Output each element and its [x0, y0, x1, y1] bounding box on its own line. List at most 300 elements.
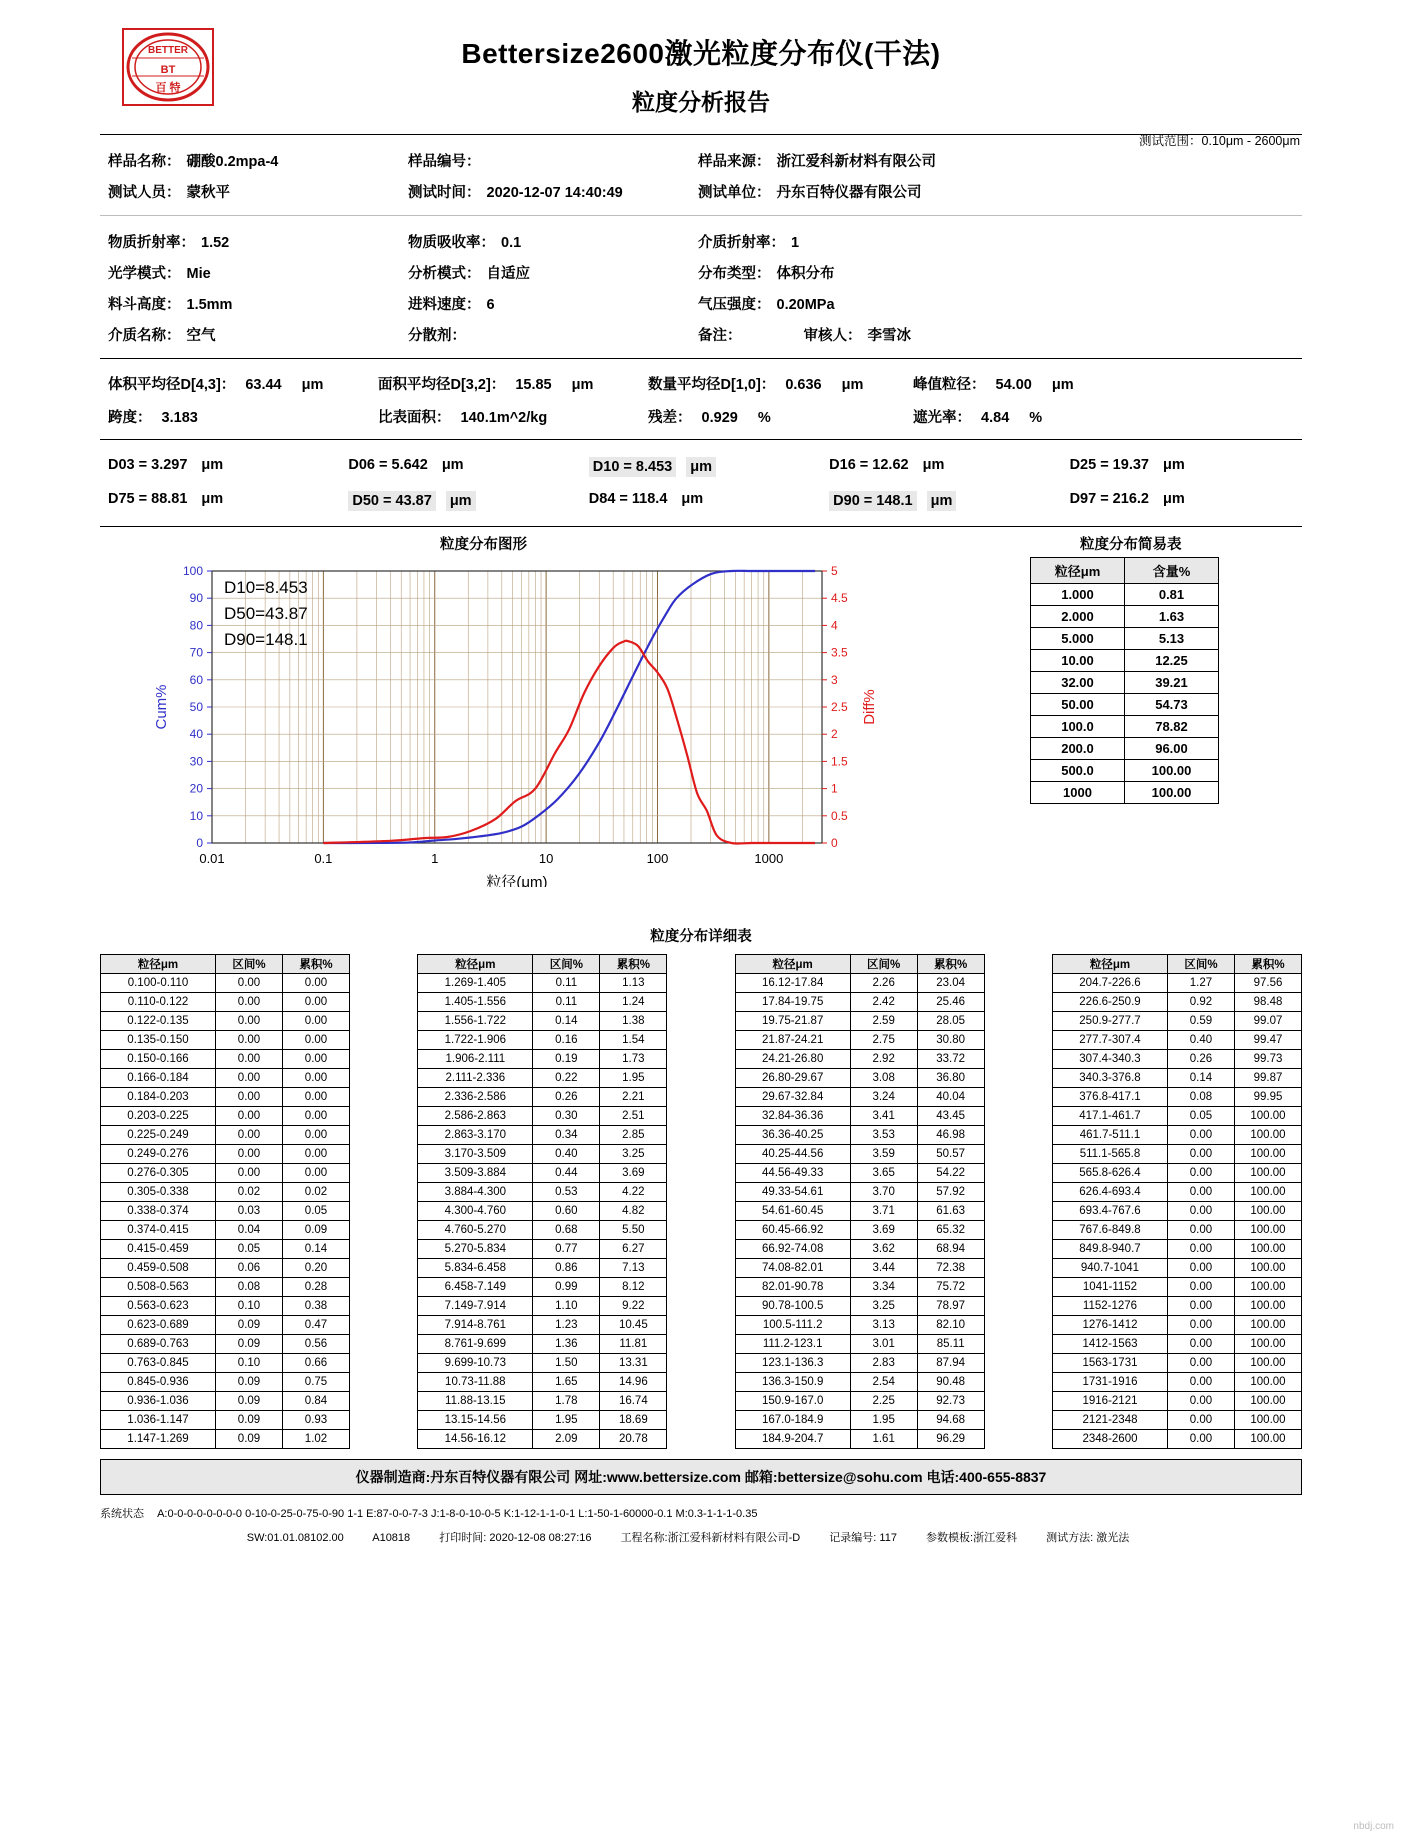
cell-size-range: 1041-1152	[1052, 1278, 1167, 1297]
table-row	[101, 1240, 350, 1259]
cell-interval: 0.00	[216, 1031, 283, 1050]
cell-size-range: 461.7-511.1	[1052, 1126, 1167, 1145]
cell-cumulative: 0.28	[283, 1278, 350, 1297]
table-row	[418, 1164, 667, 1183]
field-sample-number: 样品编号：	[408, 154, 481, 170]
cell-size-range: 1.147-1.269	[101, 1430, 216, 1449]
cell-cumulative: 99.07	[1234, 1012, 1301, 1031]
cell-size-range: 0.374-0.415	[101, 1221, 216, 1240]
cell-size-range: 0.689-0.763	[101, 1335, 216, 1354]
field-distribution-type: 分布类型： 体积分布	[698, 266, 835, 282]
cell-interval: 0.19	[533, 1050, 600, 1069]
cell-size-range: 226.6-250.9	[1052, 993, 1167, 1012]
percentile-d50: D50 = 43.87 μm	[340, 491, 580, 511]
detail-header-row	[735, 955, 984, 974]
table-row	[101, 1335, 350, 1354]
cell-size-range: 3.170-3.509	[418, 1145, 533, 1164]
cell-size-range: 0.150-0.166	[101, 1050, 216, 1069]
table-row	[101, 1297, 350, 1316]
table-row	[1052, 1202, 1301, 1221]
table-row	[101, 1069, 350, 1088]
manufacturer-bar: 仪器制造商:丹东百特仪器有限公司 网址:www.bettersize.com 邮箱:bettersize@sohu.com 电话:400-655-8837	[100, 1459, 1302, 1495]
detail-th-interval: 区间%	[1167, 955, 1234, 974]
cell-interval: 1.61	[850, 1430, 917, 1449]
cell-size-range: 204.7-226.6	[1052, 974, 1167, 993]
field-optical-model: 光学模式： Mie	[108, 266, 211, 282]
cell-cumulative: 0.05	[283, 1202, 350, 1221]
cell-size-range: 0.338-0.374	[101, 1202, 216, 1221]
cell-cumulative: 99.87	[1234, 1069, 1301, 1088]
cell-cumulative: 11.81	[600, 1335, 667, 1354]
statistics-block	[100, 359, 1302, 439]
table-row	[735, 1050, 984, 1069]
cell-interval: 3.13	[850, 1316, 917, 1335]
table-row	[101, 1050, 350, 1069]
cell-cumulative: 0.00	[283, 1069, 350, 1088]
detail-header-row	[418, 955, 667, 974]
detail-table-block-2	[417, 954, 667, 1449]
table-row	[418, 1069, 667, 1088]
cell-cumulative: 4.82	[600, 1202, 667, 1221]
cell-interval: 0.00	[1167, 1126, 1234, 1145]
cell-interval: 0.00	[216, 1145, 283, 1164]
cell-size-range: 849.8-940.7	[1052, 1240, 1167, 1259]
cell-cumulative: 23.04	[917, 974, 984, 993]
cell-size-range: 9.699-10.73	[418, 1354, 533, 1373]
cell-cumulative: 0.47	[283, 1316, 350, 1335]
cell-cumulative: 100.00	[1234, 1107, 1301, 1126]
cell-cumulative: 25.46	[917, 993, 984, 1012]
svg-text:80: 80	[189, 618, 203, 633]
cell-size-range: 1563-1731	[1052, 1354, 1167, 1373]
detail-table-block-1	[100, 954, 350, 1449]
cell-size-range: 11.88-13.15	[418, 1392, 533, 1411]
simple-distribution-table	[1030, 557, 1219, 804]
cell-size-range: 0.276-0.305	[101, 1164, 216, 1183]
svg-text:10: 10	[538, 851, 554, 866]
cell-interval: 0.40	[1167, 1031, 1234, 1050]
cell-cumulative: 99.95	[1234, 1088, 1301, 1107]
cell-interval: 0.10	[216, 1354, 283, 1373]
table-row	[418, 1373, 667, 1392]
table-row	[735, 1164, 984, 1183]
watermark: nbdj.com	[1353, 1821, 1394, 1832]
cell-size-range: 2121-2348	[1052, 1411, 1167, 1430]
cell-size-range: 21.87-24.21	[735, 1031, 850, 1050]
table-row	[418, 1145, 667, 1164]
cell-size-range: 1152-1276	[1052, 1297, 1167, 1316]
stat-span: 跨度： 3.183	[108, 410, 198, 426]
cell-size: 1000	[1031, 782, 1125, 804]
table-row	[735, 1316, 984, 1335]
table-row	[418, 1031, 667, 1050]
cell-interval: 0.00	[216, 1069, 283, 1088]
cell-size-range: 2.863-3.170	[418, 1126, 533, 1145]
cell-size-range: 82.01-90.78	[735, 1278, 850, 1297]
table-row	[1052, 1316, 1301, 1335]
table-row	[1052, 1069, 1301, 1088]
stat-residual: 残差： 0.929 %	[648, 410, 771, 426]
table-row	[418, 1050, 667, 1069]
cell-cumulative: 100.00	[1234, 1221, 1301, 1240]
cell-interval: 0.00	[1167, 1297, 1234, 1316]
project-name: 工程名称:浙江爱科新材料有限公司-D	[620, 1532, 801, 1544]
cell-interval: 3.59	[850, 1145, 917, 1164]
cell-cumulative: 0.00	[283, 1088, 350, 1107]
cell-cumulative: 0.00	[283, 1126, 350, 1145]
cell-size-range: 277.7-307.4	[1052, 1031, 1167, 1050]
cell-cumulative: 61.63	[917, 1202, 984, 1221]
table-row	[735, 1126, 984, 1145]
table-row	[101, 1278, 350, 1297]
table-row	[101, 1126, 350, 1145]
table-row	[418, 1411, 667, 1430]
svg-text:0: 0	[831, 836, 838, 850]
field-analysis-mode: 分析模式： 自适应	[408, 266, 530, 282]
cell-size: 50.00	[1031, 694, 1125, 716]
cell-cumulative: 92.73	[917, 1392, 984, 1411]
cell-content: 100.00	[1125, 782, 1219, 804]
field-medium-name: 介质名称： 空气	[108, 328, 216, 344]
svg-text:D10=8.453: D10=8.453	[224, 578, 308, 597]
svg-text:20: 20	[189, 781, 203, 796]
table-row	[101, 1164, 350, 1183]
cell-cumulative: 99.47	[1234, 1031, 1301, 1050]
table-row	[1052, 1050, 1301, 1069]
cell-interval: 0.09	[216, 1373, 283, 1392]
cell-content: 100.00	[1125, 760, 1219, 782]
svg-text:2: 2	[831, 727, 838, 742]
detail-th-interval: 区间%	[216, 955, 283, 974]
cell-interval: 3.62	[850, 1240, 917, 1259]
detail-th-size: 粒径μm	[101, 955, 216, 974]
cell-cumulative: 1.38	[600, 1012, 667, 1031]
table-row	[418, 1278, 667, 1297]
table-row	[735, 1240, 984, 1259]
cell-size: 5.000	[1031, 628, 1125, 650]
cell-interval: 0.09	[216, 1430, 283, 1449]
cell-cumulative: 16.74	[600, 1392, 667, 1411]
field-sample-name: 样品名称： 硼酸0.2mpa-4	[108, 154, 279, 170]
cell-size-range: 307.4-340.3	[1052, 1050, 1167, 1069]
field-air-pressure: 气压强度： 0.20MPa	[698, 297, 835, 313]
cell-cumulative: 46.98	[917, 1126, 984, 1145]
svg-text:100: 100	[182, 564, 203, 578]
svg-text:BETTER: BETTER	[148, 45, 188, 56]
svg-text:D90=148.1: D90=148.1	[224, 630, 308, 649]
svg-text:40: 40	[189, 727, 203, 742]
cell-cumulative: 100.00	[1234, 1316, 1301, 1335]
cell-size-range: 26.80-29.67	[735, 1069, 850, 1088]
table-row	[735, 1088, 984, 1107]
simple-table-title: 粒度分布简易表	[1080, 537, 1182, 553]
cell-interval: 0.03	[216, 1202, 283, 1221]
percentile-d84: D84 = 118.4 μm	[588, 491, 704, 507]
svg-text:4: 4	[831, 618, 838, 633]
cell-interval: 3.01	[850, 1335, 917, 1354]
table-row	[735, 1373, 984, 1392]
cell-size-range: 14.56-16.12	[418, 1430, 533, 1449]
cell-size-range: 1.556-1.722	[418, 1012, 533, 1031]
cell-interval: 0.00	[1167, 1221, 1234, 1240]
cell-size-range: 24.21-26.80	[735, 1050, 850, 1069]
stat-peak: 峰值粒径： 54.00 μm	[913, 377, 1074, 393]
cell-size-range: 1731-1916	[1052, 1373, 1167, 1392]
cell-interval: 0.60	[533, 1202, 600, 1221]
field-operator: 测试人员： 蒙秋平	[108, 185, 230, 201]
field-test-unit: 测试单位： 丹东百特仪器有限公司	[698, 185, 922, 201]
detail-th-cumulative: 累积%	[1234, 955, 1301, 974]
table-row	[418, 1335, 667, 1354]
table-row	[735, 1012, 984, 1031]
svg-text:0.5: 0.5	[831, 808, 848, 823]
simple-table-row	[1031, 628, 1219, 650]
cell-interval: 0.08	[1167, 1088, 1234, 1107]
table-row	[1052, 1297, 1301, 1316]
svg-text:0.1: 0.1	[314, 851, 333, 866]
cell-interval: 0.00	[1167, 1373, 1234, 1392]
cell-cumulative: 0.09	[283, 1221, 350, 1240]
table-row	[418, 993, 667, 1012]
cell-size-range: 184.9-204.7	[735, 1430, 850, 1449]
cell-interval: 3.34	[850, 1278, 917, 1297]
table-row	[1052, 1240, 1301, 1259]
cell-interval: 0.00	[216, 1088, 283, 1107]
cell-interval: 0.00	[1167, 1354, 1234, 1373]
cell-interval: 0.05	[1167, 1107, 1234, 1126]
cell-size-range: 111.2-123.1	[735, 1335, 850, 1354]
svg-text:1.5: 1.5	[831, 754, 848, 769]
table-row	[1052, 1259, 1301, 1278]
simple-table-row	[1031, 760, 1219, 782]
cell-interval: 3.69	[850, 1221, 917, 1240]
percentile-row-2	[100, 484, 1302, 518]
cell-cumulative: 94.68	[917, 1411, 984, 1430]
cell-size-range: 693.4-767.6	[1052, 1202, 1167, 1221]
svg-text:70: 70	[189, 645, 203, 660]
cell-size-range: 90.78-100.5	[735, 1297, 850, 1316]
table-row	[101, 1354, 350, 1373]
cell-size-range: 0.623-0.689	[101, 1316, 216, 1335]
cell-size-range: 7.914-8.761	[418, 1316, 533, 1335]
table-row	[1052, 1373, 1301, 1392]
cell-size-range: 0.415-0.459	[101, 1240, 216, 1259]
cell-interval: 0.09	[216, 1411, 283, 1430]
cell-interval: 2.54	[850, 1373, 917, 1392]
cell-size-range: 4.300-4.760	[418, 1202, 533, 1221]
cell-size-range: 0.135-0.150	[101, 1031, 216, 1050]
cell-content: 78.82	[1125, 716, 1219, 738]
field-hopper-height: 料斗高度： 1.5mm	[108, 297, 233, 313]
field-dispersant: 分散剂：	[408, 328, 466, 344]
table-row	[735, 1183, 984, 1202]
table-row	[1052, 1392, 1301, 1411]
svg-text:BT: BT	[160, 64, 176, 76]
cell-interval: 1.65	[533, 1373, 600, 1392]
table-row	[101, 993, 350, 1012]
cell-size-range: 376.8-417.1	[1052, 1088, 1167, 1107]
info-row	[100, 288, 1302, 319]
table-row	[418, 1183, 667, 1202]
simple-table-row	[1031, 650, 1219, 672]
simple-table-row	[1031, 716, 1219, 738]
cell-size-range: 1.722-1.906	[418, 1031, 533, 1050]
cell-interval: 1.27	[1167, 974, 1234, 993]
param-template: 参数模板:浙江爱科	[926, 1532, 1018, 1544]
stat-d32: 面积平均径D[3,2]： 15.85 μm	[378, 377, 594, 393]
report-header	[100, 14, 1302, 148]
cell-cumulative: 8.12	[600, 1278, 667, 1297]
cell-interval: 3.71	[850, 1202, 917, 1221]
report-title: Bettersize2600激光粒度分布仪(干法)	[461, 38, 941, 69]
cell-interval: 0.05	[216, 1240, 283, 1259]
cell-size: 500.0	[1031, 760, 1125, 782]
cell-interval: 0.09	[216, 1316, 283, 1335]
cell-interval: 0.11	[533, 974, 600, 993]
cell-interval: 2.25	[850, 1392, 917, 1411]
cell-cumulative: 3.25	[600, 1145, 667, 1164]
cell-cumulative: 100.00	[1234, 1354, 1301, 1373]
table-row	[101, 1259, 350, 1278]
table-row	[418, 1240, 667, 1259]
distribution-plot	[150, 557, 890, 887]
table-row	[1052, 1126, 1301, 1145]
cell-size-range: 0.225-0.249	[101, 1126, 216, 1145]
svg-text:粒径(μm): 粒径(μm)	[486, 874, 548, 887]
cell-interval: 0.09	[216, 1335, 283, 1354]
cell-content: 0.81	[1125, 584, 1219, 606]
cell-size-range: 626.4-693.4	[1052, 1183, 1167, 1202]
cell-size-range: 417.1-461.7	[1052, 1107, 1167, 1126]
cell-cumulative: 65.32	[917, 1221, 984, 1240]
detail-th-interval: 区间%	[850, 955, 917, 974]
test-method: 测试方法: 激光法	[1046, 1532, 1130, 1544]
svg-text:3: 3	[831, 672, 838, 687]
table-row	[735, 1430, 984, 1449]
table-row	[735, 1354, 984, 1373]
cell-cumulative: 13.31	[600, 1354, 667, 1373]
cell-interval: 1.10	[533, 1297, 600, 1316]
cell-interval: 0.10	[216, 1297, 283, 1316]
report-subtitle: 粒度分析报告	[632, 89, 770, 115]
field-refractive-index: 物质折射率： 1.52	[108, 235, 230, 251]
detail-th-cumulative: 累积%	[600, 955, 667, 974]
cell-interval: 0.00	[216, 1126, 283, 1145]
cell-cumulative: 5.50	[600, 1221, 667, 1240]
table-row	[101, 1202, 350, 1221]
table-row	[101, 1392, 350, 1411]
table-row	[101, 974, 350, 993]
cell-cumulative: 100.00	[1234, 1183, 1301, 1202]
field-sample-source: 样品来源： 浙江爱科新材料有限公司	[698, 154, 936, 170]
field-feed-speed: 进料速度： 6	[408, 297, 495, 313]
cell-cumulative: 0.00	[283, 1145, 350, 1164]
cell-cumulative: 1.73	[600, 1050, 667, 1069]
svg-text:Diff%: Diff%	[861, 689, 878, 725]
cell-size-range: 13.15-14.56	[418, 1411, 533, 1430]
detail-header-row	[1052, 955, 1301, 974]
cell-interval: 0.00	[1167, 1316, 1234, 1335]
cell-interval: 2.83	[850, 1354, 917, 1373]
cell-cumulative: 4.22	[600, 1183, 667, 1202]
cell-interval: 3.65	[850, 1164, 917, 1183]
table-row	[735, 993, 984, 1012]
info-row	[100, 226, 1302, 257]
cell-size-range: 250.9-277.7	[1052, 1012, 1167, 1031]
cell-cumulative: 0.00	[283, 1012, 350, 1031]
table-row	[101, 1316, 350, 1335]
percentile-d06: D06 = 5.642 μm	[348, 457, 464, 473]
cell-interval: 0.02	[216, 1183, 283, 1202]
svg-text:0: 0	[196, 836, 203, 850]
cell-size-range: 0.100-0.110	[101, 974, 216, 993]
svg-text:Cum%: Cum%	[153, 684, 170, 730]
cell-interval: 0.99	[533, 1278, 600, 1297]
cell-cumulative: 0.38	[283, 1297, 350, 1316]
cell-cumulative: 0.14	[283, 1240, 350, 1259]
cell-cumulative: 33.72	[917, 1050, 984, 1069]
cell-size-range: 0.845-0.936	[101, 1373, 216, 1392]
svg-text:5: 5	[831, 564, 838, 578]
cell-interval: 0.00	[1167, 1259, 1234, 1278]
cell-interval: 0.00	[1167, 1183, 1234, 1202]
cell-content: 96.00	[1125, 738, 1219, 760]
cell-size-range: 0.563-0.623	[101, 1297, 216, 1316]
cell-size-range: 0.203-0.225	[101, 1107, 216, 1126]
percentile-row-1	[100, 450, 1302, 484]
cell-cumulative: 0.00	[283, 993, 350, 1012]
cell-cumulative: 100.00	[1234, 1278, 1301, 1297]
cell-interval: 0.06	[216, 1259, 283, 1278]
detail-th-size: 粒径μm	[735, 955, 850, 974]
table-row	[735, 1107, 984, 1126]
cell-interval: 0.22	[533, 1069, 600, 1088]
table-row	[735, 1202, 984, 1221]
info-row	[100, 257, 1302, 288]
cell-cumulative: 30.80	[917, 1031, 984, 1050]
info-row	[100, 319, 1302, 350]
svg-text:30: 30	[189, 754, 203, 769]
cell-size-range: 29.67-32.84	[735, 1088, 850, 1107]
table-row	[418, 1126, 667, 1145]
svg-text:1: 1	[431, 851, 439, 866]
cell-size-range: 32.84-36.36	[735, 1107, 850, 1126]
table-row	[418, 1012, 667, 1031]
cell-cumulative: 0.20	[283, 1259, 350, 1278]
table-row	[1052, 1012, 1301, 1031]
cell-size-range: 136.3-150.9	[735, 1373, 850, 1392]
cell-cumulative: 72.38	[917, 1259, 984, 1278]
cell-cumulative: 9.22	[600, 1297, 667, 1316]
table-row	[418, 1202, 667, 1221]
cell-interval: 0.59	[1167, 1012, 1234, 1031]
table-row	[1052, 1411, 1301, 1430]
percentile-block	[100, 440, 1302, 526]
table-row	[418, 1316, 667, 1335]
svg-text:10: 10	[189, 808, 203, 823]
table-row	[1052, 974, 1301, 993]
cell-cumulative: 0.00	[283, 1107, 350, 1126]
svg-text:100: 100	[646, 851, 669, 866]
cell-interval: 3.44	[850, 1259, 917, 1278]
cell-cumulative: 0.00	[283, 1164, 350, 1183]
cell-size-range: 0.184-0.203	[101, 1088, 216, 1107]
cell-size-range: 2.336-2.586	[418, 1088, 533, 1107]
print-meta-line	[100, 1529, 1302, 1545]
cell-cumulative: 96.29	[917, 1430, 984, 1449]
cell-cumulative: 20.78	[600, 1430, 667, 1449]
cell-interval: 0.00	[1167, 1278, 1234, 1297]
